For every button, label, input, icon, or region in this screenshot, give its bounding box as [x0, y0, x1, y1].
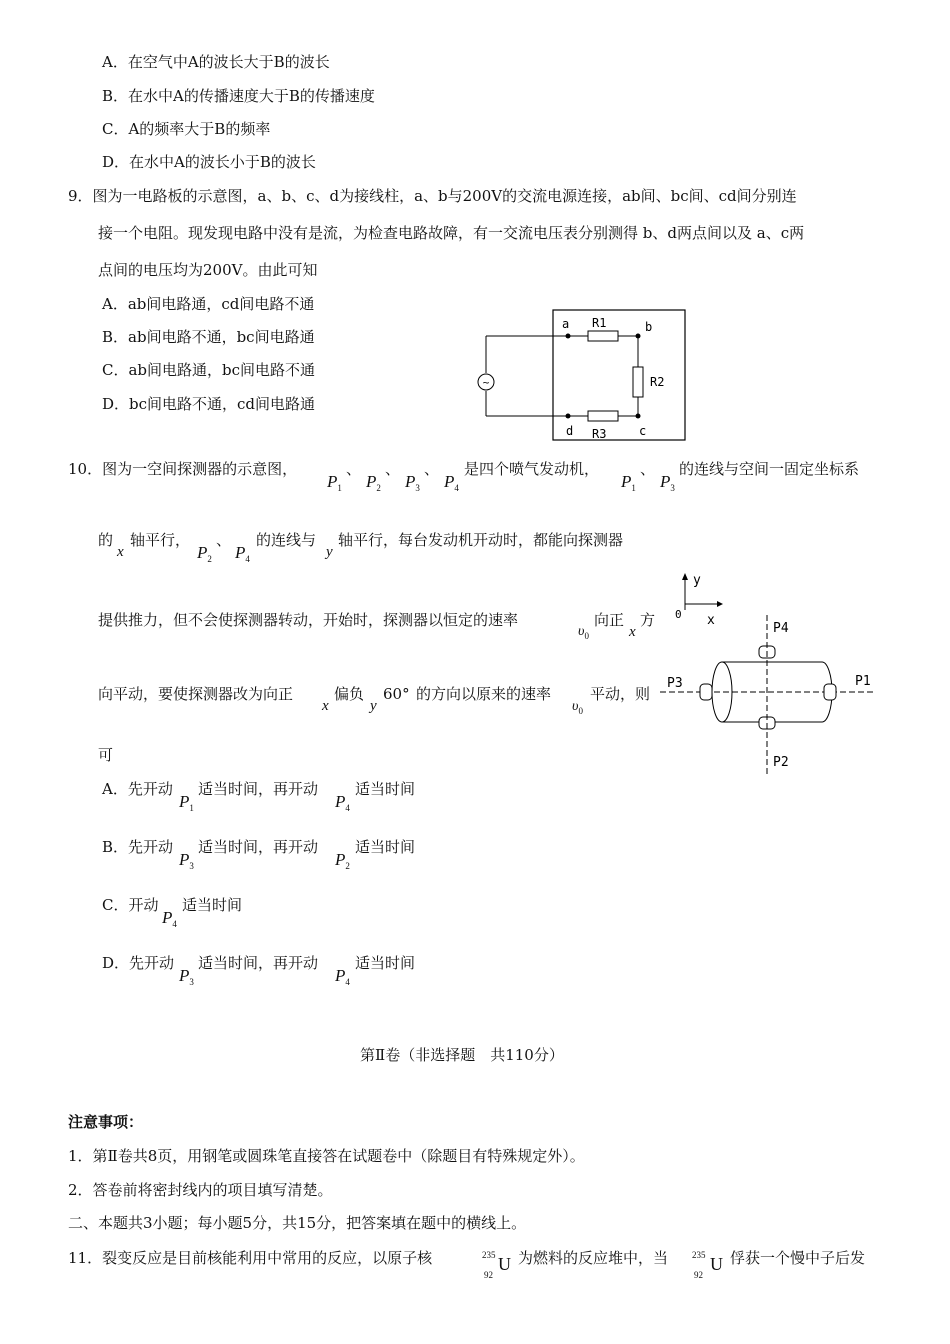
q9-line-1: 9．图为一电路板的示意图，a、b、c、d为接线柱，a、b与200V的交流电源连接，ab间、bc间、cd间分别连 [68, 187, 797, 205]
q11-text: 为燃料的反应堆中，当 [518, 1249, 669, 1267]
q10-text: 是四个喷气发动机， [464, 460, 600, 478]
p4-symbol: $P_4$ [335, 966, 350, 987]
node-d: d [566, 424, 574, 438]
p2-label: P2 [773, 755, 789, 770]
q10-text: 的连线与空间一固定坐标系 [679, 460, 860, 478]
r1-label: R1 [592, 316, 607, 330]
sep: 、 [385, 460, 401, 478]
sep: 、 [640, 460, 656, 478]
element-u: U [498, 1254, 511, 1274]
p3-symbol: $P_3$ [660, 472, 675, 493]
q11-text: 俘获一个慢中子后发 [730, 1249, 866, 1267]
section-heading: 二、本题共3小题；每小题5分，共15分，把答案填在题中的横线上。 [68, 1214, 527, 1232]
q10-option-d-mid: 适当时间，再开动 [198, 954, 319, 972]
sep: 、 [346, 460, 362, 478]
q9-option-a: A．ab间电路通，cd间电路不通 [102, 295, 315, 313]
axis-y-label: y [693, 573, 701, 588]
ac-source-icon: ~ [482, 376, 490, 389]
p4-symbol: $P_4$ [162, 908, 177, 929]
q10-option-d-end: 适当时间 [355, 954, 416, 972]
space-probe-diagram [655, 570, 880, 780]
p4-symbol: $P_4$ [335, 792, 350, 813]
p3-symbol: $P_3$ [179, 966, 194, 987]
notice-heading: 注意事项： [68, 1113, 144, 1131]
angle: 60° [383, 685, 410, 703]
p1-symbol: $P_1$ [621, 472, 636, 493]
x-symbol: x [117, 544, 124, 560]
q10-text: 向正 [594, 611, 625, 629]
sep: 、 [216, 531, 232, 549]
p1-symbol: $P_1$ [327, 472, 342, 493]
q10-text: 的连线与 [256, 531, 317, 549]
x-symbol: x [629, 624, 636, 640]
p2-symbol: $P_2$ [197, 543, 212, 564]
p2-symbol: $P_2$ [366, 472, 381, 493]
q10-option-b-mid: 适当时间，再开动 [198, 838, 319, 856]
x-symbol: x [322, 698, 329, 714]
q8-option-b: B．在水中A的传播速度大于B的传播速度 [102, 87, 375, 105]
q10-text: 的方向以原来的速率 [416, 685, 552, 703]
node-a: a [562, 317, 570, 331]
y-symbol: y [370, 698, 377, 714]
q10-text: 可 [98, 746, 114, 764]
p4-label: P4 [773, 621, 789, 636]
q10-option-b: B．先开动 [102, 838, 174, 856]
q10-option-b-end: 适当时间 [355, 838, 416, 856]
q10-option-a: A．先开动 [102, 780, 173, 798]
q9-option-d: D．bc间电路不通，cd间电路通 [102, 395, 316, 413]
q9-option-c: C．ab间电路通，bc间电路不通 [102, 361, 316, 379]
notice-1: 1．第Ⅱ卷共8页，用钢笔或圆珠笔直接答在试题卷中（除题目有特殊规定外）。 [68, 1147, 585, 1165]
q8-option-a: A．在空气中A的波长大于B的波长 [102, 53, 330, 71]
q10-option-c-end: 适当时间 [182, 896, 243, 914]
q9-line-3: 点间的电压均为200V。由此可知 [98, 261, 318, 279]
nuclide-u235: 235 92 [482, 1250, 496, 1280]
q10-option-c: C．开动 [102, 896, 159, 914]
notice-2: 2．答卷前将密封线内的项目填写清楚。 [68, 1181, 333, 1199]
p3-label: P3 [667, 676, 683, 691]
circuit-diagram [470, 300, 690, 445]
node-b: b [645, 320, 653, 334]
q10-option-d: D．先开动 [102, 954, 175, 972]
p1-symbol: $P_1$ [179, 792, 194, 813]
node-c: c [639, 424, 647, 438]
q10-text: 轴平行，每台发动机开动时，都能向探测器 [338, 531, 624, 549]
axis-x-label: x [707, 613, 715, 628]
element-u: U [710, 1254, 723, 1274]
r2-label: R2 [650, 375, 665, 389]
p4-symbol: $P_4$ [235, 543, 250, 564]
q10-option-a-mid: 适当时间，再开动 [198, 780, 319, 798]
q11-text: 11．裂变反应是目前核能利用中常用的反应，以原子核 [68, 1249, 433, 1267]
nuclide-u235: 235 92 [692, 1250, 706, 1280]
v0-symbol: $\upsilon_0$ [572, 699, 583, 716]
q10-text: 方 [640, 611, 656, 629]
q10-text: 轴平行， [130, 531, 191, 549]
q9-line-2: 接一个电阻。现发现电路中没有是流，为检查电路故障，有一交流电压表分别测得 b、d两点间以及 a、c两 [98, 224, 805, 242]
q10-text: 向平动，要使探测器改为向正 [98, 685, 294, 703]
q10-option-a-end: 适当时间 [355, 780, 416, 798]
p2-symbol: $P_2$ [335, 850, 350, 871]
r3-label: R3 [592, 427, 607, 441]
origin-label: 0 [675, 608, 682, 621]
y-symbol: y [326, 544, 333, 560]
part2-title: 第Ⅱ卷（非选择题 共110分） [360, 1046, 564, 1064]
p3-symbol: $P_3$ [179, 850, 194, 871]
p4-symbol: $P_4$ [444, 472, 459, 493]
q10-text: 的 [98, 531, 114, 549]
q8-option-c: C．A的频率大于B的频率 [102, 120, 271, 138]
q10-text: 偏负 [334, 685, 365, 703]
sep: 、 [424, 460, 440, 478]
q8-option-d: D．在水中A的波长小于B的波长 [102, 153, 316, 171]
q10-intro: 10．图为一空间探测器的示意图， [68, 460, 298, 478]
p1-label: P1 [855, 674, 871, 689]
q9-option-b: B．ab间电路不通，bc间电路通 [102, 328, 315, 346]
v0-symbol: $\upsilon_0$ [578, 624, 589, 641]
q10-text: 平动，则 [590, 685, 651, 703]
q10-text: 提供推力，但不会使探测器转动，开始时，探测器以恒定的速率 [98, 611, 519, 629]
p3-symbol: $P_3$ [405, 472, 420, 493]
